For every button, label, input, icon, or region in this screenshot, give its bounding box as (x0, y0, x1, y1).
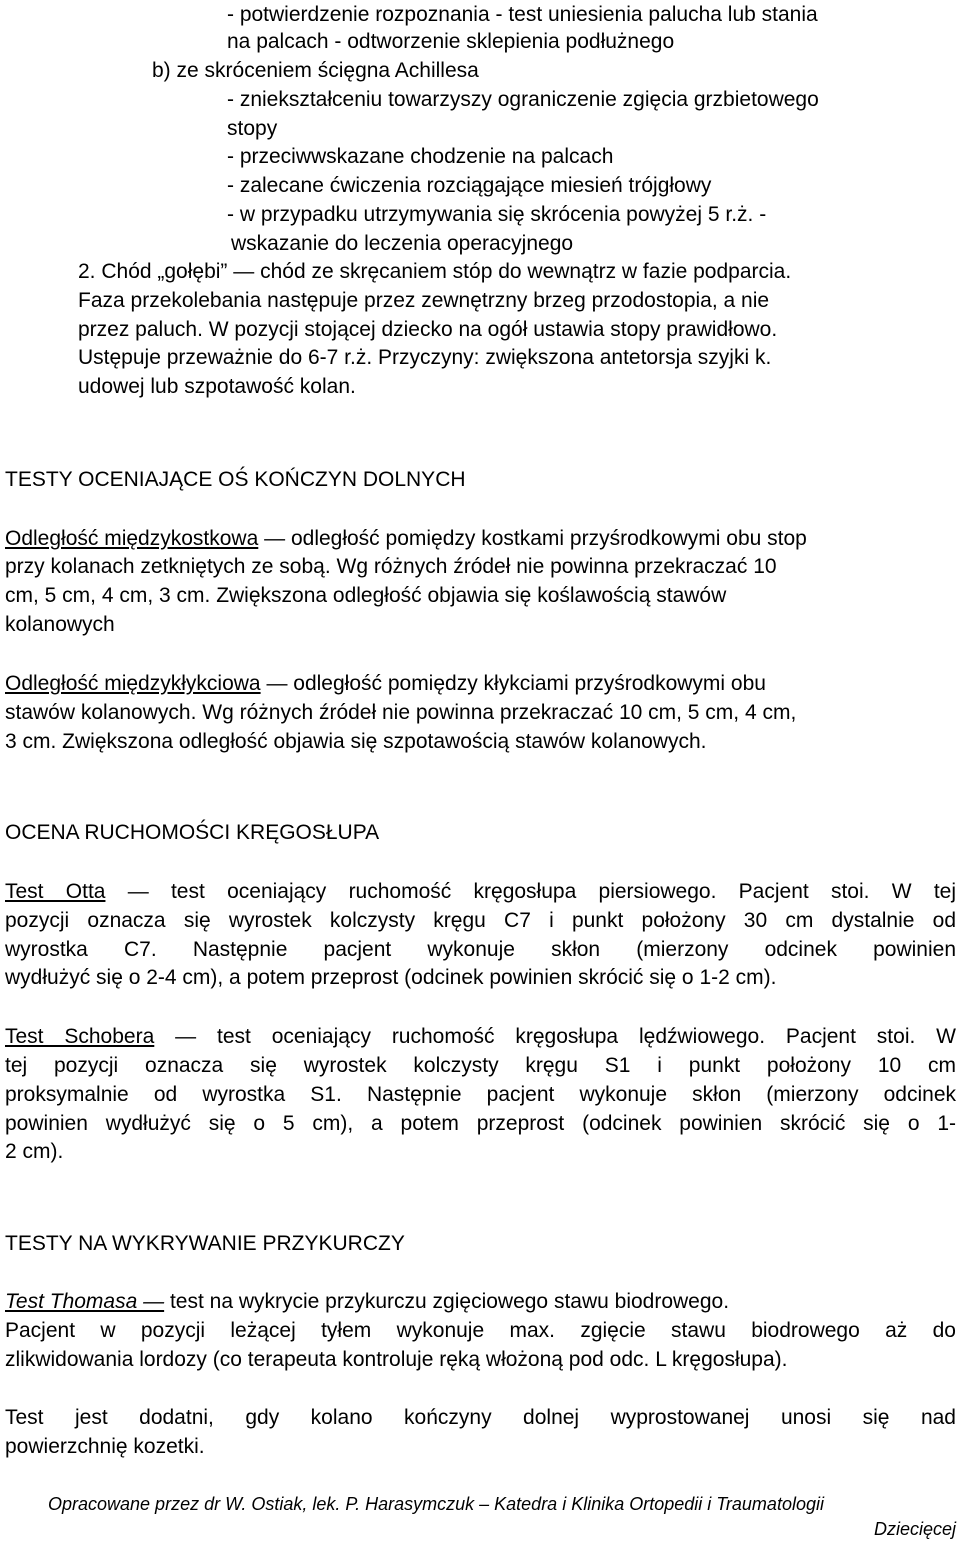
paragraph-schober-line-2: tej pozycji oznacza się wyrostek kolczysty kręgu S1 i punkt położony 10 cm (5, 1054, 956, 1077)
intro-line-5: stopy (227, 117, 278, 140)
footer-line-1: Opracowane przez dr W. Ostiak, lek. P. Harasymczuk – Katedra i Klinika Ortopedii i Traumatologii (48, 1494, 824, 1514)
intro-line-8: - w przypadku utrzymywania się skrócenia powyżej 5 r.ż. - (227, 203, 767, 226)
paragraph-intermalleolar-line-1: Odległość międzykostkowa — odległość pomiędzy kostkami przyśrodkowymi obu stop (5, 527, 807, 550)
intro-line-9: wskazanie do leczenia operacyjnego (231, 232, 574, 255)
chod-line-2: Faza przekolebania następuje przez zewnętrzny brzeg przodostopia, a nie (78, 289, 770, 312)
term-otta: Test Otta (5, 880, 106, 903)
paragraph-schober-line-4: powinien wydłużyć się o 5 cm), a potem przeprost (odcinek powinien skrócić się o 1- (5, 1112, 956, 1135)
chod-line-1: 2. Chód „gołębi” — chód ze skręcaniem stóp do wewnątrz w fazie podparcia. (78, 260, 792, 283)
intro-line-6: - przeciwwskazane chodzenie na palcach (227, 145, 614, 168)
chod-line-3: przez paluch. W pozycji stojącej dziecko na ogół ustawia stopy prawidłowo. (78, 318, 778, 341)
section-heading-spine: OCENA RUCHOMOŚCI KRĘGOSŁUPA (5, 821, 380, 844)
paragraph-intercondylar-line-3: 3 cm. Zwiększona odległość objawia się szpotawością stawów kolanowych. (5, 730, 707, 753)
intro-line-7: - zalecane ćwiczenia rozciągające miesień trójgłowy (227, 174, 712, 197)
paragraph-schober-line-5: 2 cm). (5, 1140, 64, 1163)
paragraph-intermalleolar-line-3: cm, 5 cm, 4 cm, 3 cm. Zwiększona odległość objawia się koślawością stawów (5, 584, 727, 607)
paragraph-otta-line-1: Test Otta — test oceniający ruchomość kręgosłupa piersiowego. Pacjent stoi. W tej (5, 880, 956, 903)
section-heading-axis: TESTY OCENIAJĄCE OŚ KOŃCZYN DOLNYCH (5, 468, 466, 491)
intro-line-2: na palcach - odtworzenie sklepienia podłużnego (227, 30, 675, 53)
paragraph-otta-line-3: wyrostka C7. Następnie pacjent wykonuje skłon (mierzony odcinek powinien (5, 938, 956, 961)
intro-line-4: - zniekształceniu towarzyszy ograniczenie zgięcia grzbietowego (227, 88, 819, 111)
term-schober: Test Schobera (5, 1025, 155, 1048)
chod-line-4: Ustępuje przeważnie do 6-7 r.ż. Przyczyny: zwiększona antetorsja szyjki k. (78, 346, 772, 369)
paragraph-thomas-line-1: Test Thomasa — test na wykrycie przykurczu zgięciowego stawu biodrowego. (5, 1290, 730, 1313)
paragraph-intercondylar-line-1: Odległość międzykłykciowa — odległość pomiędzy kłykciami przyśrodkowymi obu (5, 672, 766, 695)
paragraph-intercondylar-line-2: stawów kolanowych. Wg różnych źródeł nie powinna przekraczać 10 cm, 5 cm, 4 cm, (5, 701, 797, 724)
paragraph-thomas-line-3: zlikwidowania lordozy (co terapeuta kontroluje ręką włożoną pod odc. L kręgosłupa). (5, 1348, 788, 1371)
paragraph-otta-line-2: pozycji oznacza się wyrostek kolczysty kręgu C7 i punkt położony 30 cm dystalnie od (5, 909, 956, 932)
footer-line-2: Dziecięcej (873, 1519, 956, 1539)
term-intermalleolar: Odległość międzykostkowa (5, 527, 259, 550)
intro-line-3: b) ze skróceniem ścięgna Achillesa (152, 59, 479, 82)
paragraph-schober-line-3: proksymalnie od wyrostka S1. Następnie pacjent wykonuje skłon (mierzony odcinek (5, 1083, 956, 1106)
paragraph-intermalleolar-line-2: przy kolanach zetkniętych ze sobą. Wg różnych źródeł nie powinna przekraczać 10 (5, 555, 777, 578)
paragraph-schober-line-1: Test Schobera — test oceniający ruchomość kręgosłupa lędźwiowego. Pacjent stoi. W (5, 1025, 957, 1048)
paragraph-thomas-line-2: Pacjent w pozycji leżącej tyłem wykonuje max. zgięcie stawu biodrowego aż do (5, 1319, 956, 1342)
intro-line-1: - potwierdzenie rozpoznania - test uniesienia palucha lub stania (227, 3, 818, 26)
term-intercondylar: Odległość międzykłykciowa (5, 672, 261, 695)
term-thomas: Test Thomasa — (5, 1290, 165, 1313)
chod-line-5: udowej lub szpotawość kolan. (78, 375, 356, 398)
paragraph-positive-line-1: Test jest dodatni, gdy kolano kończyny dolnej wyprostowanej unosi się nad (5, 1406, 956, 1429)
paragraph-positive-line-2: powierzchnię kozetki. (5, 1435, 205, 1458)
paragraph-otta-line-4: wydłużyć się o 2-4 cm), a potem przeprost (odcinek powinien skrócić się o 1-2 cm). (5, 966, 777, 989)
section-heading-contractures: TESTY NA WYKRYWANIE PRZYKURCZY (5, 1232, 405, 1255)
paragraph-intermalleolar-line-4: kolanowych (5, 613, 115, 636)
